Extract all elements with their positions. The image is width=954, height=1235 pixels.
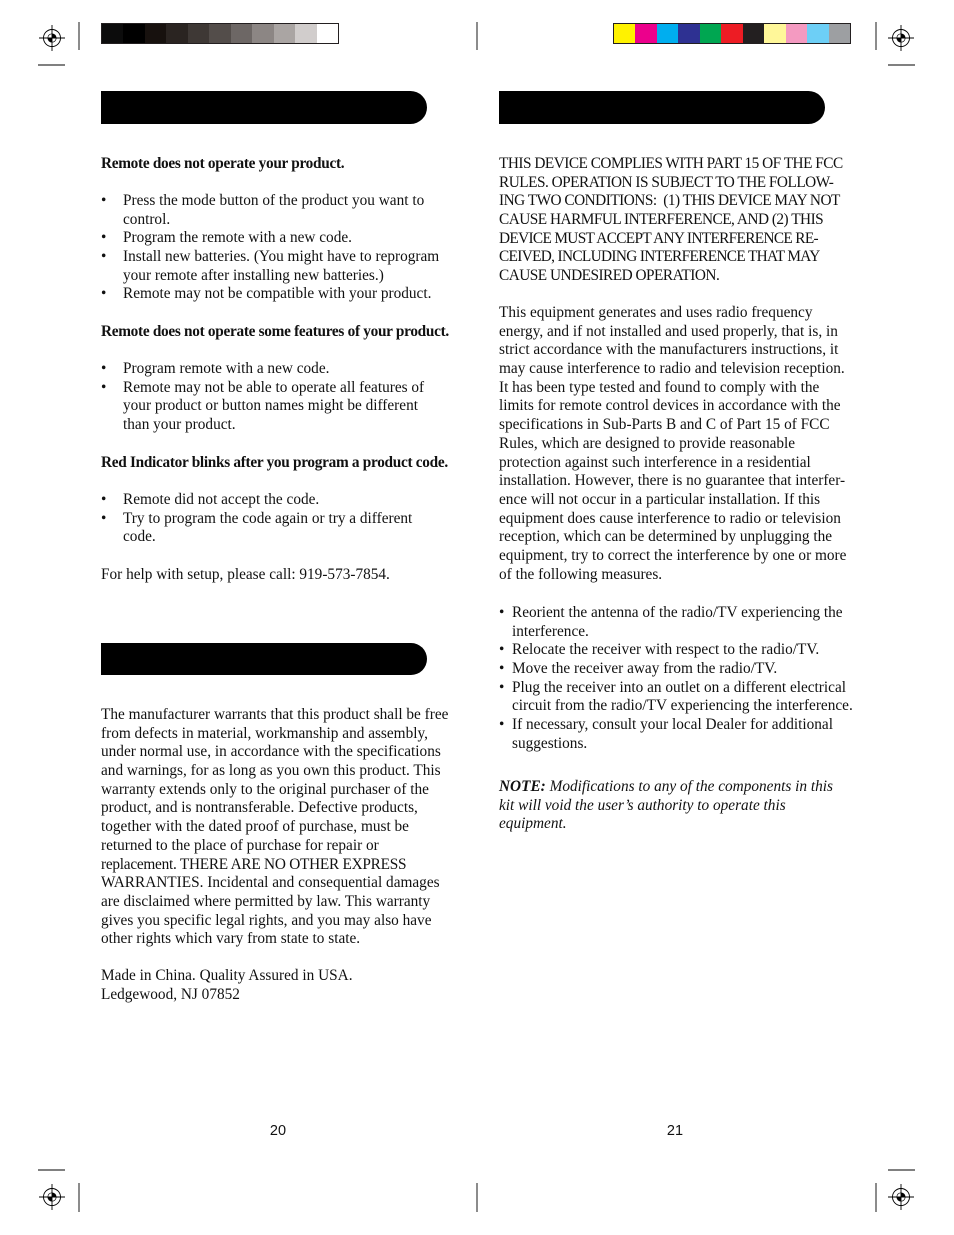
- color-swatch: [614, 24, 635, 43]
- solution-list: [101, 491, 412, 547]
- paragraph-line: energy, and if not installed and used properly, that is, in: [499, 322, 838, 340]
- fcc-notice-line: CEIVED, INCLUDING INTERFERENCE THAT MAY: [499, 248, 820, 266]
- fcc-compliance-notice: [499, 155, 843, 286]
- warranty-line: product, and is nontransferable. Defective products,: [101, 799, 418, 817]
- warranty-line: gives you specific legal rights, and you may also have: [101, 911, 432, 929]
- fcc-notice-line: ING TWO CONDITIONS: (1) THIS DEVICE MAY NOT: [499, 192, 840, 210]
- warranty-line: replacement. THERE ARE NO OTHER EXPRESS: [101, 855, 407, 873]
- solution-line: your product or button names might be different: [123, 397, 418, 415]
- bullet: •: [101, 248, 107, 266]
- measure-item: [499, 660, 853, 679]
- measure-item: [499, 716, 853, 753]
- color-swatch: [829, 24, 850, 43]
- solution-item: [101, 192, 439, 229]
- paragraph-line: may cause interference to radio and television reception.: [499, 360, 845, 378]
- color-swatch: [721, 24, 742, 43]
- solution-item: [101, 248, 439, 285]
- registration-mark-bottom-right: [888, 1184, 914, 1210]
- solution-line: Program remote with a new code.: [123, 360, 330, 377]
- paragraph-line: limits for remote control devices in accordance with the: [499, 397, 841, 415]
- paragraph-line: specifications in Sub-Parts B and C of Part 15 of FCC: [499, 416, 830, 434]
- solution-list: [101, 192, 439, 304]
- bullet: •: [101, 360, 107, 377]
- measure-item: [499, 679, 853, 716]
- bullet: •: [499, 660, 505, 678]
- bullet: •: [499, 678, 505, 696]
- gray-swatch: [209, 24, 230, 43]
- warranty-line: returned to the place of purchase for repair or: [101, 836, 379, 854]
- gray-swatch: [317, 24, 338, 43]
- color-swatch: [764, 24, 785, 43]
- address-line: Ledgewood, NJ 07852: [101, 985, 240, 1003]
- measure-line: circuit from the radio/TV experiencing the interference.: [512, 697, 853, 715]
- warranty-paragraph: [101, 706, 448, 949]
- measure-item: [499, 604, 853, 641]
- fcc-notice-line: CAUSE UNDESIRED OPERATION.: [499, 267, 720, 285]
- gray-swatch: [123, 24, 144, 43]
- paragraph-line: installation. However, there is no guarantee that interfer-: [499, 472, 846, 490]
- solution-item: [101, 491, 412, 510]
- issue-heading: Remote does not operate some features of your product.: [101, 323, 449, 340]
- issue-heading: Red Indicator blinks after you program a product code.: [101, 454, 448, 471]
- gray-swatch: [231, 24, 252, 43]
- bullet: •: [101, 229, 107, 247]
- solution-line: Try to program the code again or try a different: [123, 509, 413, 527]
- solution-line: Press the mode button of the product you want to: [123, 192, 425, 209]
- fcc-notice-line: THIS DEVICE COMPLIES WITH PART 15 OF THE FCC: [499, 155, 843, 172]
- bullet: •: [499, 716, 505, 734]
- note-line: [499, 778, 833, 797]
- fcc-notice-line: DEVICE MUST ACCEPT ANY INTERFERENCE RE-: [499, 229, 818, 247]
- issue-heading: Remote does not operate your product.: [101, 155, 345, 172]
- gray-swatch: [274, 24, 295, 43]
- measure-line: suggestions.: [512, 734, 588, 752]
- warranty-line: and warnings, for as long as you own this product. This: [101, 762, 441, 780]
- fcc-notice-line: RULES. OPERATION IS SUBJECT TO THE FOLLOW-: [499, 173, 834, 191]
- origin-block: [101, 967, 353, 1004]
- measure-line: Plug the receiver into an outlet on a different electrical: [512, 678, 846, 696]
- troubleshooting-header-bar: [101, 91, 427, 124]
- warranty-line: together with the dated proof of purchase, must be: [101, 818, 409, 836]
- registration-mark-top-left: [39, 25, 65, 51]
- solution-line: Install new batteries. (You might have to reprogram: [123, 248, 440, 266]
- process-color-bar: [613, 23, 851, 44]
- help-phone-line: For help with setup, please call: 919-573-7854.: [101, 566, 390, 583]
- grayscale-color-bar: [101, 23, 339, 44]
- measure-line: If necessary, consult your local Dealer for additional: [512, 716, 833, 734]
- page-number-left: 20: [269, 1123, 287, 1139]
- gray-swatch: [188, 24, 209, 43]
- solution-item: [101, 510, 412, 547]
- solution-list: [101, 360, 424, 435]
- bullet: •: [101, 491, 107, 508]
- warranty-line: WARRANTIES. Incidental and consequential damages: [101, 874, 440, 892]
- warranty-header-bar: [101, 643, 427, 675]
- note-line: kit will void the user’s authority to operate this: [499, 796, 786, 814]
- solution-line: Remote may not be able to operate all features of: [123, 378, 425, 396]
- bullet: •: [101, 509, 107, 527]
- fcc-notice-line: CAUSE HARMFUL INTERFERENCE, AND (2) THIS: [499, 211, 824, 229]
- measure-line: Relocate the receiver with respect to the radio/TV.: [512, 641, 820, 659]
- paragraph-line: strict accordance with the manufacturers instructions, it: [499, 341, 839, 359]
- measure-item: [499, 641, 853, 660]
- registration-mark-top-right: [888, 25, 914, 51]
- paragraph-line: of the following measures.: [499, 565, 663, 583]
- measure-line: interference.: [512, 622, 589, 640]
- paragraph-line: It has been type tested and found to comply with the: [499, 378, 820, 396]
- color-swatch: [743, 24, 764, 43]
- interference-measures-list: [499, 604, 853, 754]
- solution-line: your remote after installing new batteries.): [123, 266, 384, 284]
- solution-item: [101, 379, 424, 435]
- warranty-line: under normal use, in accordance with the specifications: [101, 743, 441, 761]
- paragraph-line: equipment, try to correct the interference by one or more: [499, 546, 847, 564]
- color-swatch: [807, 24, 828, 43]
- warranty-line: other rights which vary from state to state.: [101, 930, 361, 948]
- bullet: •: [101, 285, 107, 303]
- bullet: •: [101, 378, 107, 396]
- color-swatch: [700, 24, 721, 43]
- solution-item: [101, 229, 439, 248]
- measure-line: Move the receiver away from the radio/TV.: [512, 660, 778, 678]
- note-label: NOTE:: [499, 778, 546, 795]
- page-number-right: 21: [666, 1123, 684, 1139]
- paragraph-line: This equipment generates and uses radio frequency: [499, 304, 813, 321]
- solution-line: Program the remote with a new code.: [123, 229, 352, 247]
- gray-swatch: [166, 24, 187, 43]
- paragraph-line: protection against such interference in a residential: [499, 453, 811, 471]
- note-text: Modifications to any of the components in this: [549, 778, 833, 795]
- paragraph-line: reception, which can be determined by unplugging the: [499, 528, 833, 546]
- color-swatch: [786, 24, 807, 43]
- paragraph-line: equipment does cause interference to radio or television: [499, 509, 841, 527]
- solution-item: [101, 360, 424, 379]
- gray-swatch: [252, 24, 273, 43]
- gray-swatch: [145, 24, 166, 43]
- solution-item: [101, 285, 439, 304]
- gray-swatch: [295, 24, 316, 43]
- solution-line: Remote did not accept the code.: [123, 491, 320, 508]
- solution-line: Remote may not be compatible with your product.: [123, 285, 432, 303]
- bullet: •: [101, 192, 107, 209]
- bullet: •: [499, 641, 505, 659]
- color-swatch: [635, 24, 656, 43]
- gray-swatch: [102, 24, 123, 43]
- measure-line: Reorient the antenna of the radio/TV experiencing the: [512, 604, 843, 621]
- solution-line: control.: [123, 210, 171, 228]
- origin-line: Made in China. Quality Assured in USA.: [101, 967, 353, 984]
- paragraph-line: Rules, which are designed to provide reasonable: [499, 434, 796, 452]
- fcc-header-bar: [499, 91, 825, 124]
- solution-line: than your product.: [123, 416, 236, 434]
- color-swatch: [657, 24, 678, 43]
- warranty-line: warranty extends only to the original purchaser of the: [101, 780, 429, 798]
- modification-note: [499, 778, 833, 834]
- solution-line: code.: [123, 528, 156, 546]
- fcc-interference-paragraph: [499, 304, 846, 584]
- warranty-line: are disclaimed where permitted by law. This warranty: [101, 892, 431, 910]
- note-line: equipment.: [499, 815, 567, 833]
- warranty-line: The manufacturer warrants that this product shall be free: [101, 706, 449, 723]
- color-swatch: [678, 24, 699, 43]
- paragraph-line: ence will not occur in a particular installation. If this: [499, 490, 821, 508]
- bullet: •: [499, 604, 505, 621]
- registration-mark-bottom-left: [39, 1184, 65, 1210]
- warranty-line: from defects in material, workmanship and assembly,: [101, 724, 428, 742]
